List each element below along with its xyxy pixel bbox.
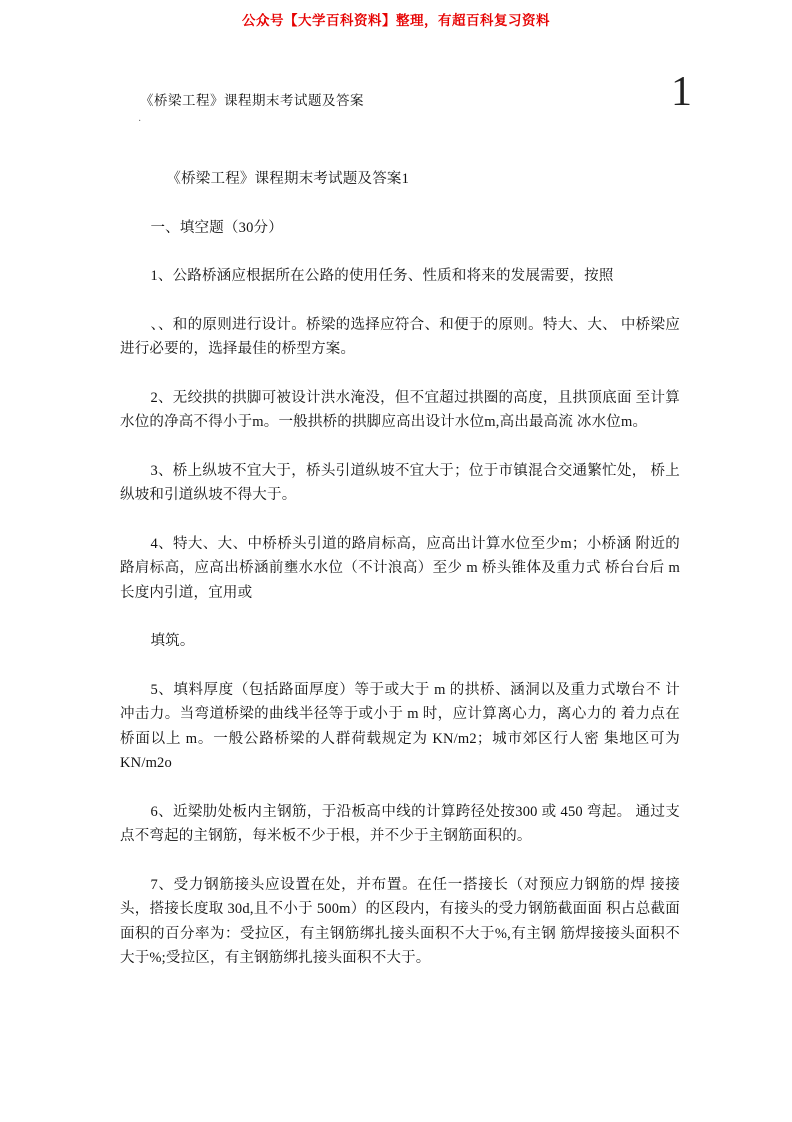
question-6: 6、近梁肋处板内主钢筋，于沿板高中线的计算跨径处按300 或 450 弯起。 通过支点不弯起的主钢筋，每米板不少于根，并不少于主钢筋面积的。: [120, 803, 680, 844]
document-title: 《桥梁工程》课程期末考试题及答案: [140, 93, 364, 108]
question-4-part-2: 填筑。: [150, 633, 195, 649]
body-title-line: 《桥梁工程》课程期末考试题及答案1: [166, 171, 410, 187]
question-1-part-1: 1、公路桥涵应根据所在公路的使用任务、性质和将来的发展需要，按照: [150, 268, 614, 284]
question-5: 5、填料厚度（包括路面厚度）等于或大于 m 的拱桥、涵洞以及重力式墩台不 计冲击力。当弯道桥梁的曲线半径等于或小于 m 时，应计算离心力，离心力的 着力点在桥面以上 m。一般公路桥梁的人群荷载规定为 KN/m2；城市郊区行人密 集地区可为KN/m2o: [120, 681, 680, 771]
question-2: 2、无绞拱的拱脚可被设计洪水淹没，但不宜超过拱圈的高度，且拱顶底面 至计算水位的净高不得小于m。一般拱桥的拱脚应高出设计水位m,高出最高流 冰水位m。: [120, 389, 680, 430]
title-row: [140, 71, 692, 113]
page-number: 1: [671, 69, 692, 115]
question-1-part-2: 、、和的原则进行设计。桥梁的选择应符合、和便于的原则。特大、大、 中桥梁应进行必要的，选择最佳的桥型方案。: [120, 316, 680, 357]
question-4-part-1: 4、特大、大、中桥桥头引道的路肩标高，应高出计算水位至少m；小桥涵 附近的路肩标高，应高出桥涵前壅水水位（不计浪高）至少 m 桥头锥体及重力式 桥台台后 m长度内引道，宜用或: [120, 535, 680, 601]
question-7: 7、受力钢筋接头应设置在处，并布置。在任一搭接长（对预应力钢筋的焊 接接头，搭接长度取 30d,且不小于 500m）的区段内，有接头的受力钢筋截面面 积占总截面面积的百分率为：受拉区，有主钢筋绑扎接头面积不大于%,有主钢 筋焊接接头面积不大于%;受拉区，有主钢筋绑扎接头面积不大于。: [120, 876, 680, 966]
title-mark: ·: [138, 116, 142, 127]
document-body: [120, 167, 680, 971]
section-heading-fill-in-blanks: 一、填空题（30分）: [150, 219, 283, 236]
header-notice: 公众号【大学百科资料】整理，有超百科复习资料: [242, 13, 550, 28]
question-3: 3、桥上纵坡不宜大于，桥头引道纵坡不宜大于；位于市镇混合交通繁忙处， 桥上纵坡和引道纵坡不得大于。: [120, 462, 680, 503]
